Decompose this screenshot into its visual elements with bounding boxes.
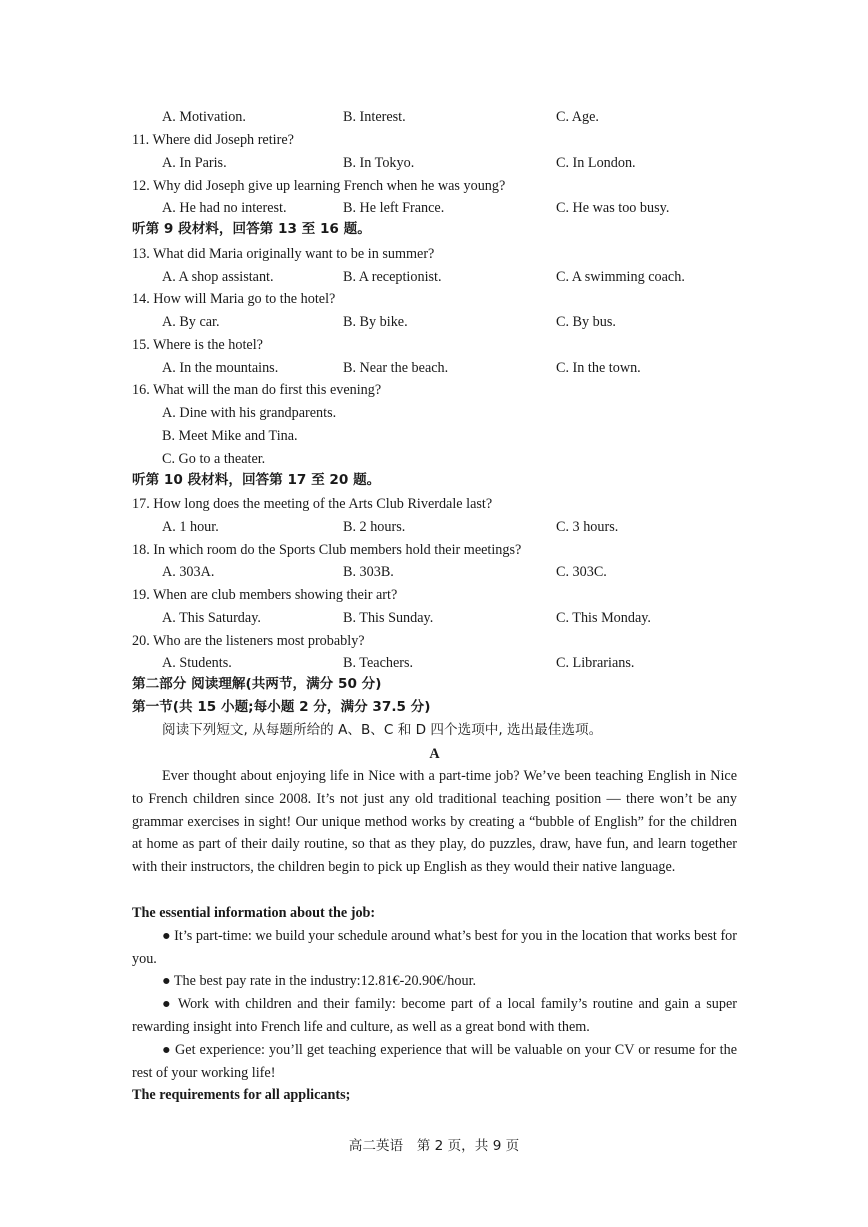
q11-option-c: C. In London. <box>556 155 636 171</box>
page-footer: 高二英语 第 2 页，共 9 页 <box>348 1138 520 1154</box>
bullet-pay-rate: ● The best pay rate in the industry:12.81€-20.90€/hour. <box>162 973 477 989</box>
q13-option-a: A. A shop assistant. <box>162 269 274 285</box>
q20-stem: 20. Who are the listeners most probably? <box>132 633 365 649</box>
section-10-heading: 听第 10 段材料，回答第 17 至 20 题。 <box>132 472 381 488</box>
q20-option-b: B. Teachers. <box>343 655 414 671</box>
q15-option-c: C. In the town. <box>556 360 641 376</box>
q12-option-a: A. He had no interest. <box>162 200 287 216</box>
q13-stem: 13. What did Maria originally want to be in summer? <box>132 246 435 262</box>
q15-option-b: B. Near the beach. <box>343 360 449 376</box>
q13-option-b: B. A receptionist. <box>343 269 442 285</box>
q13-option-c: C. A swimming coach. <box>556 269 685 285</box>
q20-option-a: A. Students. <box>162 655 232 671</box>
section-9-heading: 听第 9 段材料，回答第 13 至 16 题。 <box>132 221 371 237</box>
q15-option-a: A. In the mountains. <box>162 360 279 376</box>
q10-option-a: A. Motivation. <box>162 109 246 125</box>
q17-option-b: B. 2 hours. <box>343 519 406 535</box>
essential-info-heading: The essential information about the job: <box>132 905 376 921</box>
q20-option-c: C. Librarians. <box>556 655 635 671</box>
q12-stem: 12. Why did Joseph give up learning French when he was young? <box>132 178 506 194</box>
bullet-experience: ● Get experience: you’ll get teaching experience that will be valuable on your CV or resume for the rest of your working life! <box>132 1042 737 1081</box>
bullet-family: ● Work with children and their family: become part of a local family’s routine and gain a super rewarding insight into French life and culture, as well as a great bond with them. <box>132 996 737 1035</box>
q19-option-a: A. This Saturday. <box>162 610 261 626</box>
q18-stem: 18. In which room do the Sports Club members hold their meetings? <box>132 542 522 558</box>
section-1-title: 第一节(共 15 小题;每小题 2 分，满分 37.5 分) <box>132 699 431 715</box>
part-2-title: 第二部分 阅读理解(共两节，满分 50 分) <box>132 676 382 692</box>
q11-option-a: A. In Paris. <box>162 155 227 171</box>
q16-option-a: A. Dine with his grandparents. <box>162 405 337 421</box>
bullet-part-time: ● It’s part-time: we build your schedule around what’s best for you in the location that works best for you. <box>132 928 737 967</box>
q14-option-c: C. By bus. <box>556 314 616 330</box>
q17-option-a: A. 1 hour. <box>162 519 219 535</box>
q18-option-c: C. 303C. <box>556 564 607 580</box>
q16-stem: 16. What will the man do first this evening? <box>132 382 382 398</box>
q14-stem: 14. How will Maria go to the hotel? <box>132 291 336 307</box>
q16-option-b: B. Meet Mike and Tina. <box>162 428 298 444</box>
passage-label: A <box>429 746 440 762</box>
q10-option-c: C. Age. <box>556 109 599 125</box>
q11-option-b: B. In Tokyo. <box>343 155 415 171</box>
reading-instruction: 阅读下列短文, 从每题所给的 A、B、C 和 D 四个选项中, 选出最佳选项。 <box>162 722 603 738</box>
requirements-heading: The requirements for all applicants; <box>132 1087 351 1103</box>
q18-option-b: B. 303B. <box>343 564 394 580</box>
q17-option-c: C. 3 hours. <box>556 519 619 535</box>
q12-option-b: B. He left France. <box>343 200 445 216</box>
passage-intro-paragraph: Ever thought about enjoying life in Nice with a part-time job? We’ve been teaching English in Nice to French children since 2008. It’s not just any old traditional teaching position — there won’t be any grammar exercises in sight! Our unique method works by creating a “bubble of English” for the children at home as part of their daily routine, so that as they play, do puzzles, draw, have fun, and learn together with their instructors, the children begin to pick up English as they would their native language. <box>132 768 737 876</box>
q19-stem: 19. When are club members showing their art? <box>132 587 398 603</box>
q10-option-b: B. Interest. <box>343 109 406 125</box>
q14-option-b: B. By bike. <box>343 314 408 330</box>
q19-option-b: B. This Sunday. <box>343 610 434 626</box>
q12-option-c: C. He was too busy. <box>556 200 670 216</box>
q19-option-c: C. This Monday. <box>556 610 651 626</box>
q14-option-a: A. By car. <box>162 314 220 330</box>
q17-stem: 17. How long does the meeting of the Arts Club Riverdale last? <box>132 496 493 512</box>
q11-stem: 11. Where did Joseph retire? <box>132 132 294 148</box>
q16-option-c: C. Go to a theater. <box>162 451 266 467</box>
q18-option-a: A. 303A. <box>162 564 215 580</box>
q15-stem: 15. Where is the hotel? <box>132 337 263 353</box>
